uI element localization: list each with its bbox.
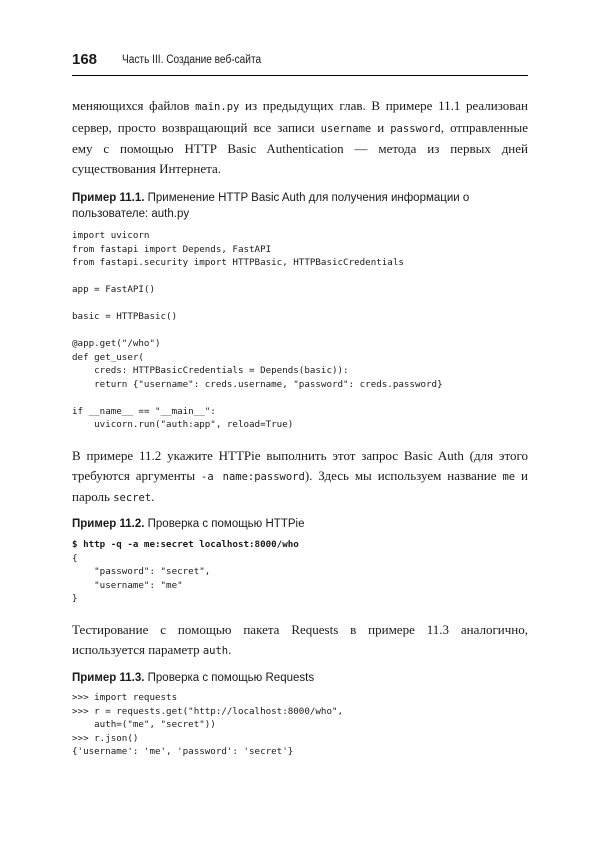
text-run: Тестирование с помощью пакета Requests в примере 11.3 аналогично, используется параметр [72, 622, 528, 657]
example-11-1-caption [72, 190, 528, 222]
example-11-2-code [72, 538, 299, 606]
inline-code: me [502, 470, 516, 483]
text-run: меняющихся файлов [72, 98, 196, 113]
example-title: Проверка с помощью HTTPie [147, 518, 305, 530]
inline-code: username [320, 122, 372, 135]
inline-code: secret [113, 492, 152, 504]
text-run: и пароль [72, 467, 528, 504]
text-run: . [228, 641, 232, 657]
text-run: ). Здесь мы используем название [304, 467, 503, 483]
text-run: . [151, 489, 155, 504]
inline-code: main.py [195, 101, 240, 113]
example-title: Проверка с помощью Requests [147, 672, 315, 684]
shell-command: $ http -q -a me:secret localhost:8000/who [72, 539, 299, 550]
example-label: Пример 11.1. [72, 192, 145, 204]
example-11-3-code: >>> import requests >>> r = requests.get("http://localhost:8000/who", auth=("me", "secret")) >>> r.json() {'username': 'me', 'password': 'secret'} [72, 692, 344, 757]
para-example-11-3 [72, 620, 528, 661]
header-rule [72, 75, 528, 76]
chapter-title: Часть III. Создание веб-сайта [122, 54, 262, 66]
text-run: В примере 11.2 укажите HTTPie выполнить этот запрос Basic Auth (для этого требуются аргументы [72, 448, 528, 483]
example-11-3-caption [72, 670, 528, 686]
command-output: { "password": "secret", "username": "me" } [72, 552, 211, 604]
example-11-2-caption [72, 516, 528, 532]
page-number: 168 [72, 51, 98, 68]
example-label: Пример 11.3. [72, 672, 145, 684]
inline-code: auth [202, 644, 229, 657]
example-label: Пример 11.2. [72, 518, 145, 530]
inline-code: -a name:password [201, 470, 305, 483]
text-run: , отправленные ему с помощью HTTP Basic Authentication — метода из первых дней существования Интернета. [72, 119, 528, 176]
running-header [72, 50, 528, 74]
inline-code: password [390, 122, 441, 135]
para-example-11-2 [72, 446, 528, 509]
intro-paragraph [72, 96, 528, 178]
text-run: из предыдущих глав. В примере 11.1 реализован сервер, просто возвращающий все записи [72, 98, 529, 135]
example-11-1-code: import uvicorn from fastapi import Depends, FastAPI from fastapi.security import HTTPBasic, HTTPBasicCredentials app = FastAPI() basic = HTTPBasic() @app.get("/who") def get_user( creds: HTTPBasicCredentials = Depends(basic)): return {"username": creds.username, "password": creds.password} if __name__ == "__main__": uvicorn.run("auth:app", reload=True) [72, 230, 443, 430]
example-title: Применение HTTP Basic Auth для получения информации о пользователе: auth.py [72, 192, 470, 220]
text-run: и [371, 119, 391, 135]
